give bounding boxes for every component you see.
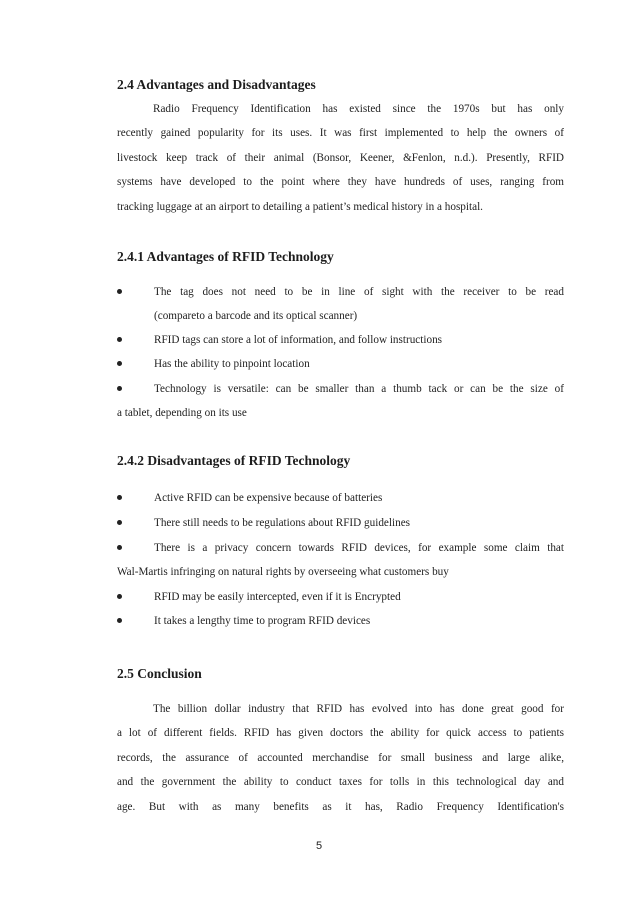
- bullet-text: Has the ability to pinpoint location: [154, 358, 310, 370]
- bullet-text-continued: Wal-Martis infringing on natural rights by overseeing what customers buy: [117, 566, 449, 579]
- bullet-text-continued: a tablet, depending on its use: [117, 407, 247, 420]
- bullet-text: RFID may be easily intercepted, even if it is Encrypted: [154, 591, 401, 603]
- section-2-4-paragraph: [117, 97, 564, 219]
- advantage-bullet-3: [117, 352, 564, 376]
- paragraph-line: age. But with as many benefits as it has, Radio Frequency Identification's: [117, 800, 564, 813]
- paragraph-line: a lot of different fields. RFID has given doctors the ability for quick access to patients: [117, 727, 564, 740]
- disadvantage-bullet-1: [117, 486, 564, 510]
- bullet-icon: [117, 386, 122, 391]
- advantage-bullet-1: [117, 280, 564, 329]
- section-2-5-paragraph: [117, 697, 564, 819]
- section-heading-2-4: 2.4 Advantages and Disadvantages: [117, 77, 316, 92]
- bullet-icon: [117, 520, 122, 525]
- bullet-text-continued: (compareto a barcode and its optical scanner): [154, 310, 358, 323]
- paragraph-line: Radio Frequency Identification has existed since the 1970s but has only: [153, 103, 564, 115]
- bullet-text: RFID tags can store a lot of information, and follow instructions: [154, 334, 443, 346]
- section-heading-2-5: 2.5 Conclusion: [117, 666, 202, 681]
- disadvantage-bullet-2: [117, 511, 564, 535]
- paragraph-line: recently gained popularity for its uses. It was first implemented to help the owners of: [117, 127, 564, 140]
- paragraph-line: and the government the ability to conduct taxes for tolls in this technological day and: [117, 776, 564, 789]
- bullet-text: There still needs to be regulations about RFID guidelines: [154, 517, 411, 529]
- bullet-icon: [117, 618, 122, 623]
- paragraph-line: livestock keep track of their animal (Bonsor, Keener, &Fenlon, n.d.). Presently, RFID: [117, 151, 564, 164]
- bullet-text: It takes a lengthy time to program RFID devices: [154, 615, 371, 627]
- bullet-icon: [117, 495, 122, 500]
- bullet-icon: [117, 361, 122, 366]
- bullet-text: The tag does not need to be in line of sight with the receiver to be read: [154, 286, 564, 298]
- bullet-text: Technology is versatile: can be smaller than a thumb tack or can be the size of: [154, 383, 564, 395]
- disadvantage-bullet-4: [117, 585, 564, 609]
- bullet-icon: [117, 545, 122, 550]
- bullet-icon: [117, 337, 122, 342]
- bullet-text: Active RFID can be expensive because of batteries: [154, 492, 383, 504]
- paragraph-line: The billion dollar industry that RFID has evolved into has done great good for: [153, 703, 564, 715]
- advantage-bullet-4: [117, 377, 564, 426]
- section-heading-2-4-2: 2.4.2 Disadvantages of RFID Technology: [117, 453, 351, 468]
- bullet-icon: [117, 594, 122, 599]
- section-heading-2-4-1: 2.4.1 Advantages of RFID Technology: [117, 249, 334, 264]
- advantage-bullet-2: [117, 328, 564, 352]
- paragraph-line: records, the assurance of accounted merchandise for small business and large alike,: [117, 751, 564, 764]
- bullet-icon: [117, 289, 122, 294]
- page-number: 5: [315, 840, 323, 852]
- disadvantage-bullet-3: [117, 536, 564, 585]
- paragraph-line: systems have developed to the point where they have hundreds of uses, ranging from: [117, 176, 564, 189]
- bullet-text: There is a privacy concern towards RFID devices, for example some claim that: [154, 542, 564, 554]
- paragraph-line: tracking luggage at an airport to detailing a patient’s medical history in a hospital.: [117, 200, 483, 213]
- disadvantage-bullet-5: [117, 609, 564, 633]
